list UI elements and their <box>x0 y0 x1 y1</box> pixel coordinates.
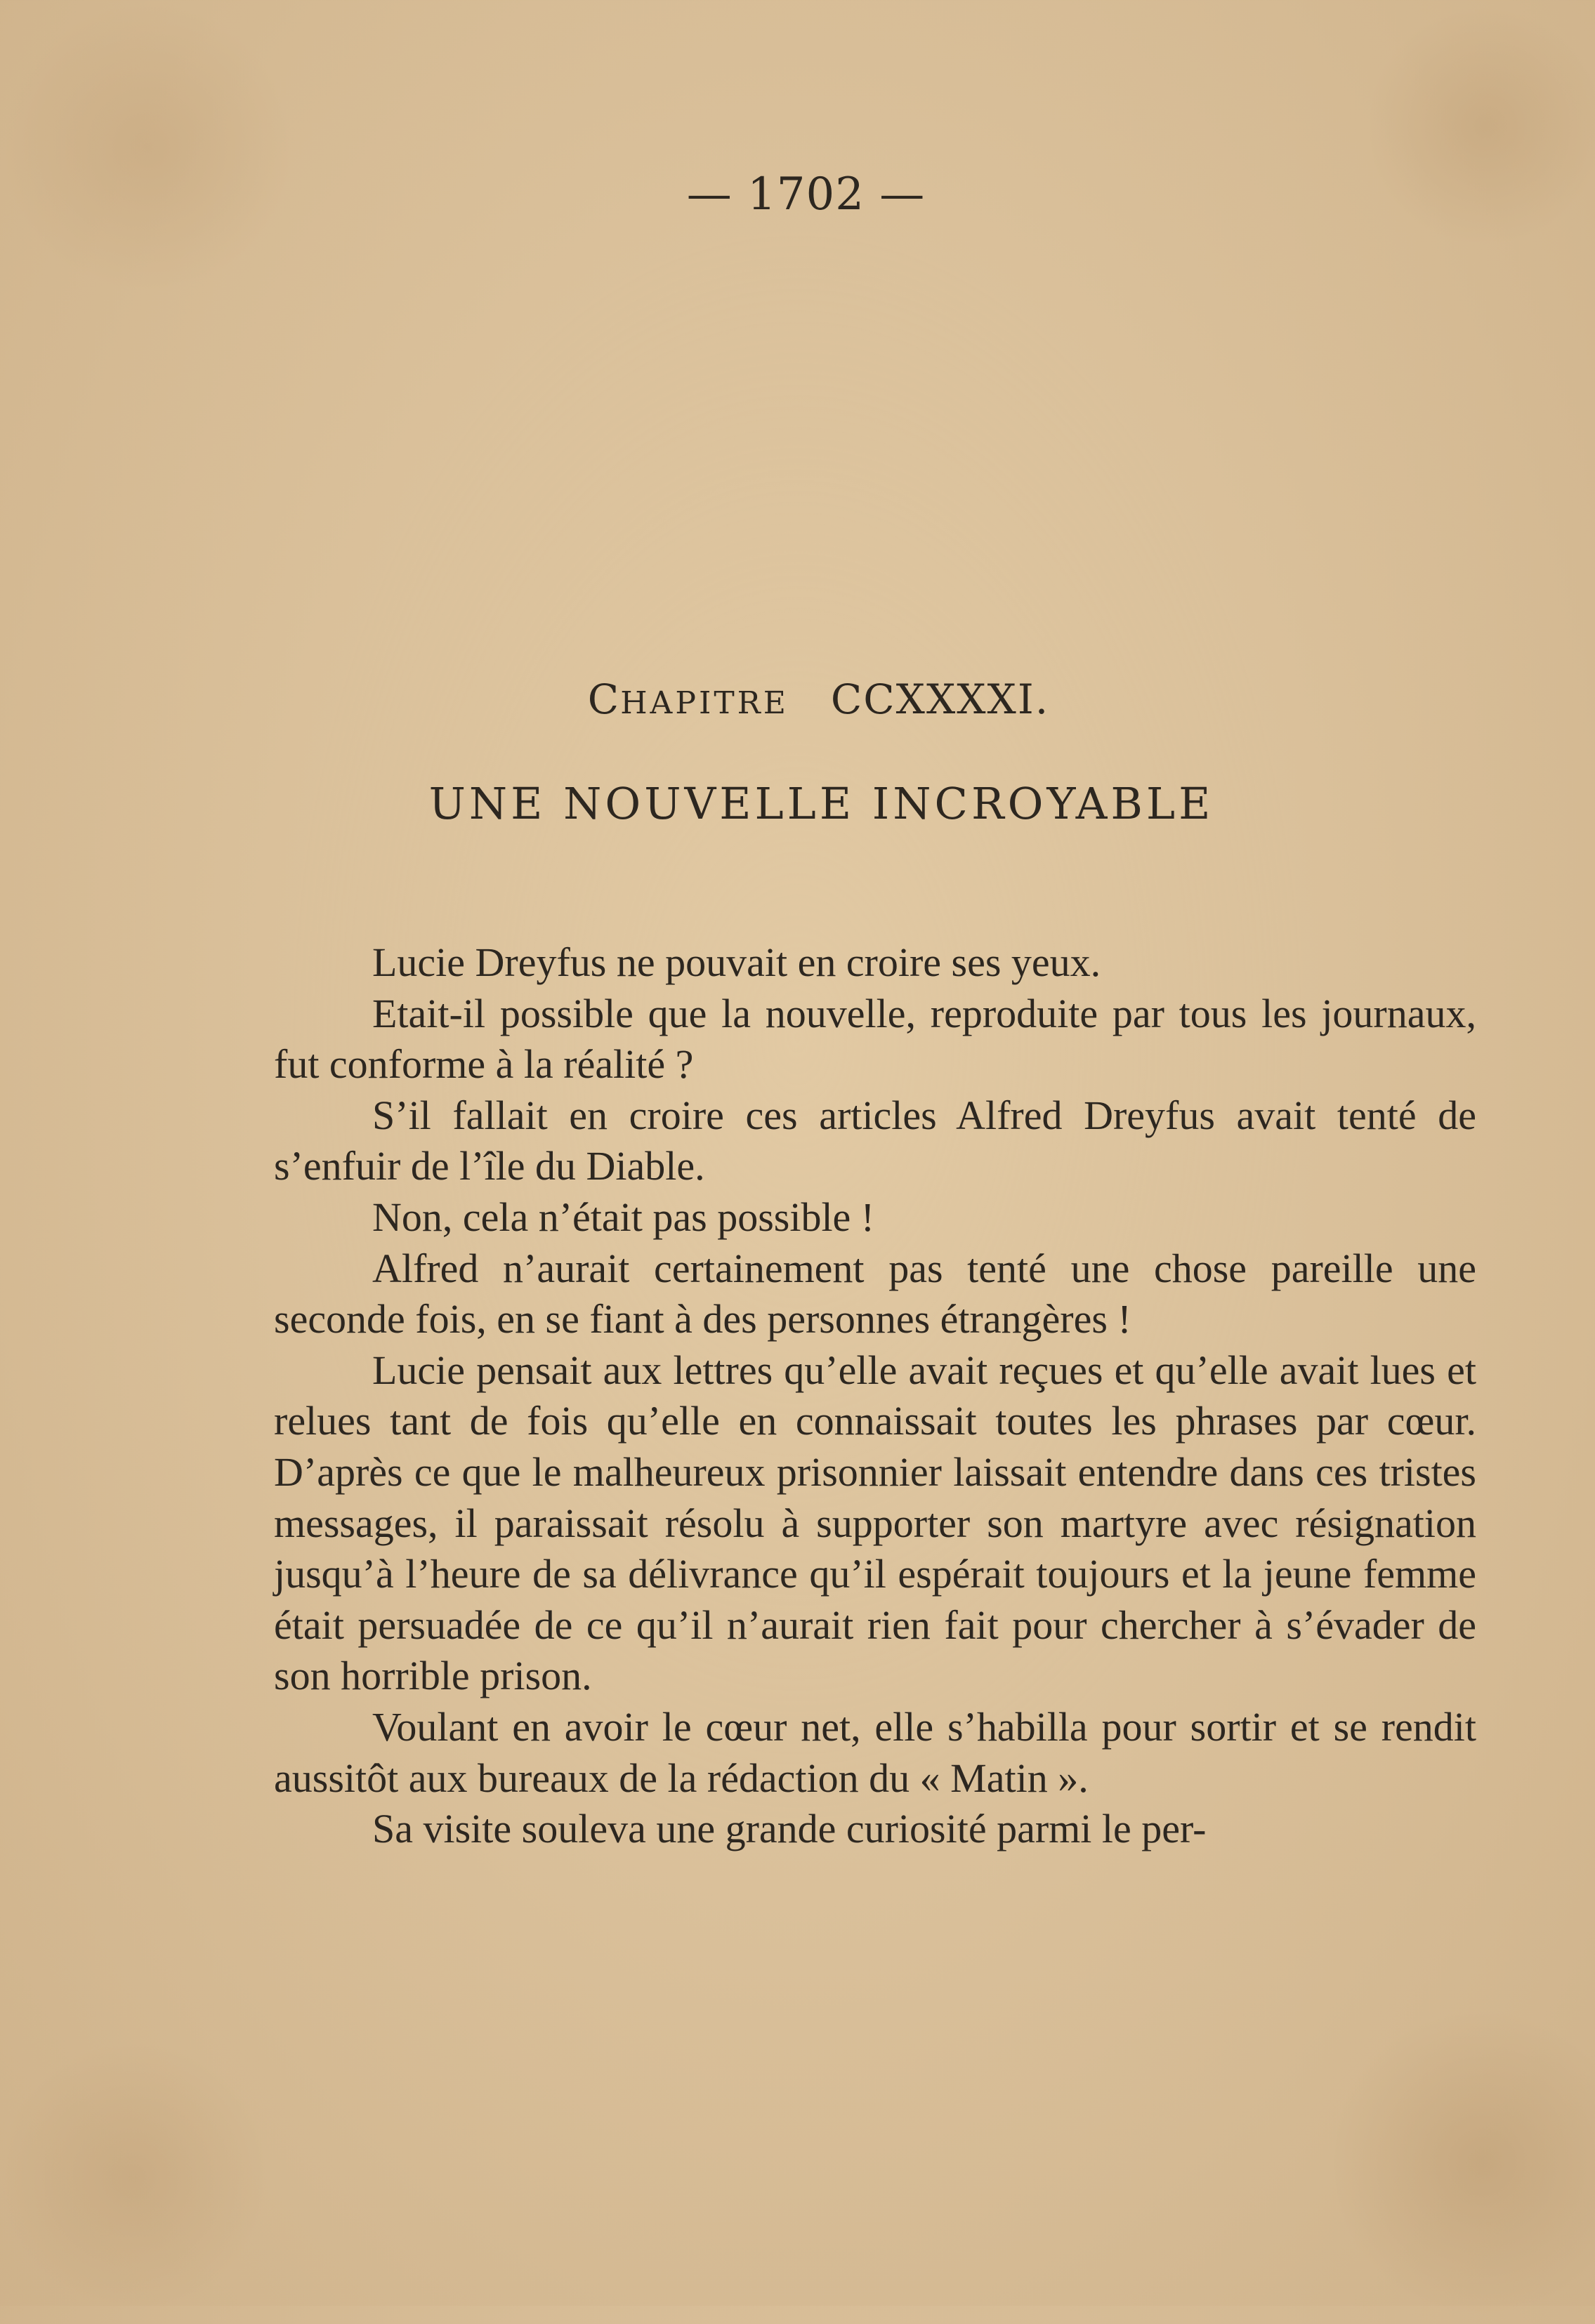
page-stain <box>1334 2001 1595 2324</box>
page-number: — 1702 — <box>686 169 926 220</box>
chapter-title: UNE NOUVELLE INCROYABLE <box>428 778 1214 829</box>
paragraph: Voulant en avoir le cœur net, elle s’habilla pour sortir et se rendit aussitôt aux bureaux de la rédaction du « Matin ». <box>274 1703 1476 1801</box>
page-stain <box>0 0 295 295</box>
chapter-heading <box>21 675 1595 723</box>
paragraph: S’il fallait en croire ces articles Alfred Dreyfus avait tenté de s’enfuir de l’île du Diable. <box>274 1092 1476 1189</box>
body-text <box>274 937 1476 1855</box>
paragraph: Non, cela n’était pas possible ! <box>372 1194 875 1240</box>
page-stain <box>0 2036 267 2317</box>
paragraph: Lucie Dreyfus ne pouvait en croire ses yeux. <box>372 939 1101 985</box>
paragraph: Lucie pensait aux lettres qu’elle avait reçues et qu’elle avait lues et relues tant de fois qu’elle en connaissait toutes les phrases par cœur. D’après ce que le malheureux prisonnier laissait entendre dans ces tristes messages, il paraissait résolu à supporter son martyre avec résignation jusqu’à l’heure de sa délivrance qu’il espérait toujours et la jeune femme était persuadée de ce qu’il n’aurait rien fait pour chercher à s’évader de son horrible prison. <box>274 1347 1476 1699</box>
paragraph: Sa visite souleva une grande curiosité parmi le per- <box>372 1806 1207 1852</box>
chapter-label-rest: HAPITRE <box>620 685 789 721</box>
chapter-label-initial: C <box>587 675 621 723</box>
paragraph: Etait-il possible que la nouvelle, reproduite par tous les journaux, fut conforme à la réalité ? <box>274 990 1476 1088</box>
paragraph: Alfred n’aurait certainement pas tenté une chose pareille une seconde fois, en se fiant à des personnes étrangères ! <box>274 1245 1476 1342</box>
chapter-numeral: CCXXXXI. <box>830 675 1050 723</box>
